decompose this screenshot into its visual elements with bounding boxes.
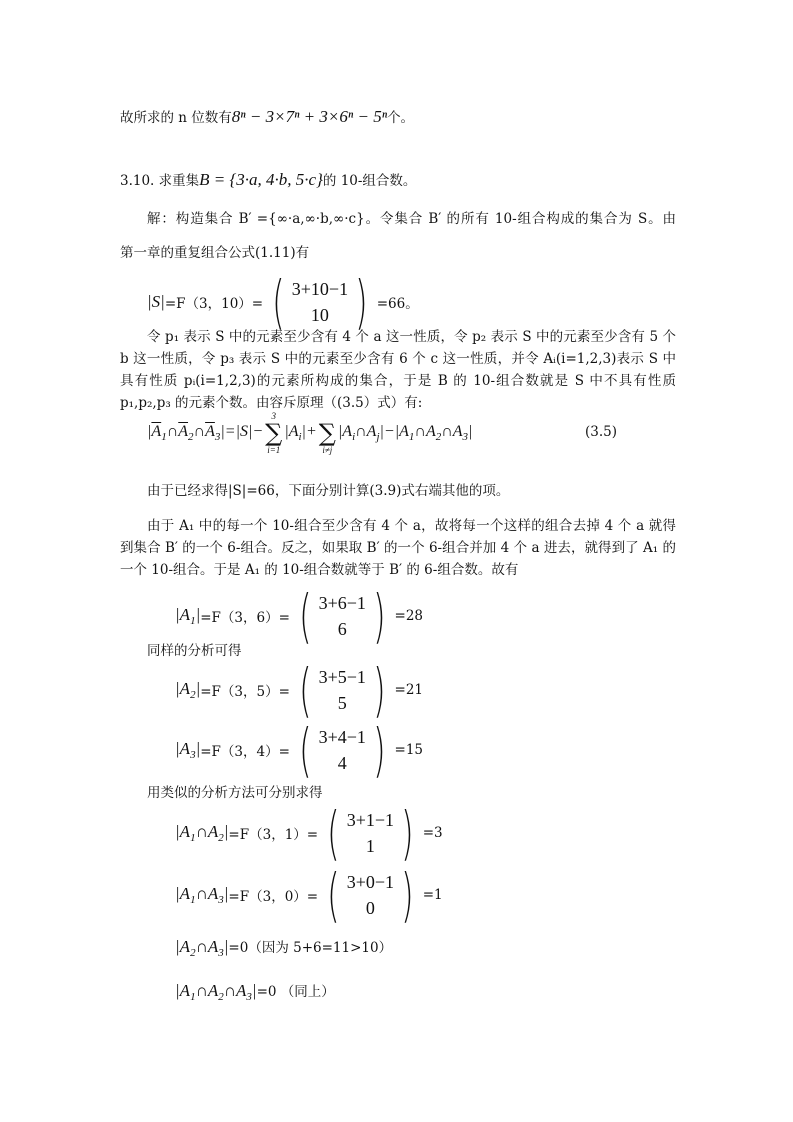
eq35-complement-intersection: $|\overline{A}_1\cap\overline{A}_2\cap\overline{A}_3|=|S|-$ bbox=[147, 423, 264, 443]
paragraph-a1-analysis: 由于 A₁ 中的每一个 10-组合至少含有 4 个 a，故将每一个这样的组合去掉 4 个 a 就得到集合 B′ 的一个 6-组合。反之，如果取 B′ 的一个 6-组合并加 4 个 a 进去，就得到了 A₁ 的一个 10-组合。于是 A₁ 的 10-组合数就等于 B′ 的 6-组合数。故有 bbox=[120, 518, 676, 578]
conclusion-text: 故所求的 n 位数有 bbox=[120, 110, 232, 126]
binom-bottom: 10 bbox=[310, 305, 329, 325]
equation-A3: $|A_3|$ =F（3，4）= ( 3+4−1 4 ) =15 bbox=[175, 716, 424, 784]
paragraph-properties: 令 p₁ 表示 S 中的元素至少含有 4 个 a 这一性质，令 p₂ 表示 S 中的元素至少含有 5 个 b 这一性质，令 p₃ 表示 S 中的元素至少含有 6 个 c 这一性质，并令 Aᵢ(i=1,2,3)表示 S 中具有性质 pᵢ(i=1,2,3)的元素所构成的集合，于是 B 的 10-组合数就是 S 中不具有性质 p₁,p₂,p₃ 的元素个数。由容斥原理（(3.5）式）有: bbox=[120, 329, 676, 411]
equation-A1A2: $|A_1\cap A_2|$ =F（3，1）= ( 3+1−1 1 ) =3 bbox=[175, 799, 443, 867]
eq-A3-mid: =F（3，4）= bbox=[200, 744, 290, 760]
text-same-analysis: 同样的分析可得 bbox=[147, 643, 242, 659]
binom-top: 3+10−1 bbox=[291, 279, 349, 299]
eq-A1-rhs: =28 bbox=[394, 608, 424, 624]
text-similar-method: 用类似的分析方法可分别求得 bbox=[147, 785, 323, 801]
problem-number: 3.10. bbox=[120, 173, 155, 189]
equation-A1 bbox=[175, 582, 424, 650]
eq35-term-aiaj: $|A_i\cap A_j|-|A_1\cap A_2\cap A_3|$ bbox=[337, 423, 473, 443]
equation-label: (3.5) bbox=[585, 424, 618, 440]
eq-S-mid: =F（3，10）= bbox=[164, 296, 264, 312]
eq-A2-rhs: =21 bbox=[394, 682, 424, 698]
eq-A3-rhs: =15 bbox=[394, 742, 424, 758]
equation-A2A3: $|A_2\cap A_3|=0$（因为 5+6=11>10） bbox=[175, 937, 393, 959]
eq-A1A2-rhs: =3 bbox=[422, 825, 443, 841]
solution-line-1: 解：构造集合 B′ ={∞·a,∞·b,∞·c}。令集合 B′ 的所有 10-组合构成的集合为 S。由 bbox=[147, 211, 676, 227]
eq-A1A3-rhs: =1 bbox=[422, 887, 443, 903]
eq-S-lhs: |S| bbox=[147, 292, 165, 311]
eq-A1A3-mid: =F（3，0）= bbox=[228, 889, 319, 905]
equation-A2: $|A_2|$ =F（3，5）= ( 3+5−1 5 ) =21 bbox=[175, 656, 424, 724]
equation-3-5 bbox=[147, 408, 472, 458]
eq-S-binomial bbox=[267, 268, 373, 336]
eq-A1-lhs: $|A_1|$ bbox=[175, 605, 201, 627]
eq-A1-mid: =F（3，6）= bbox=[200, 610, 290, 626]
eq-A1A2-mid: =F（3，1）= bbox=[228, 827, 319, 843]
eq-A2-binomial: ( 3+5−1 5 ) bbox=[299, 656, 386, 724]
eq-A2A3-rhs: =0（因为 5+6=11>10） bbox=[228, 940, 393, 956]
right-paren: ) bbox=[355, 268, 368, 336]
equation-A1A3: $|A_1\cap A_3|$ =F（3，0）= ( 3+0−1 0 ) =1 bbox=[175, 861, 443, 929]
problem-set: B = {3·a, 4·b, 5·c} bbox=[199, 170, 323, 189]
problem-text-b: 的 10-组合数。 bbox=[322, 173, 417, 189]
left-paren: ( bbox=[272, 268, 285, 336]
conclusion-formula: 8ⁿ − 3×7ⁿ + 3×6ⁿ − 5ⁿ bbox=[231, 107, 388, 126]
eq35-term-ai: $|A_i|+$ bbox=[284, 423, 317, 443]
eq-A3-binomial: ( 3+4−1 4 ) bbox=[299, 716, 386, 784]
eq-A1A2A3-rhs: =0 （同上） bbox=[256, 984, 335, 1000]
sum-operator-1: 3 ∑ i=1 bbox=[265, 411, 283, 455]
paragraph-computed: 由于已经求得|S|=66，下面分别计算(3.9)式右端其他的项。 bbox=[147, 483, 510, 499]
conclusion-line bbox=[120, 104, 414, 131]
sum-operator-2: ∑ i≠j bbox=[318, 419, 336, 455]
eq-A1-binomial: ( 3+6−1 6 ) bbox=[299, 582, 386, 650]
conclusion-suffix: 个。 bbox=[387, 110, 415, 126]
equation-S bbox=[147, 268, 419, 336]
eq-A1A3-binomial: ( 3+0−1 0 ) bbox=[327, 861, 414, 929]
equation-A1A2A3: $|A_1\cap A_2\cap A_3|=0$ （同上） bbox=[175, 981, 335, 1003]
solution-line-2: 第一章的重复组合公式(1.11)有 bbox=[120, 245, 310, 261]
eq-A2-mid: =F（3，5）= bbox=[200, 684, 290, 700]
eq-S-rhs: =66。 bbox=[376, 296, 419, 312]
problem-statement bbox=[120, 167, 416, 194]
eq-A1A2-binomial: ( 3+1−1 1 ) bbox=[327, 799, 414, 867]
problem-text-a: 求重集 bbox=[158, 173, 200, 189]
